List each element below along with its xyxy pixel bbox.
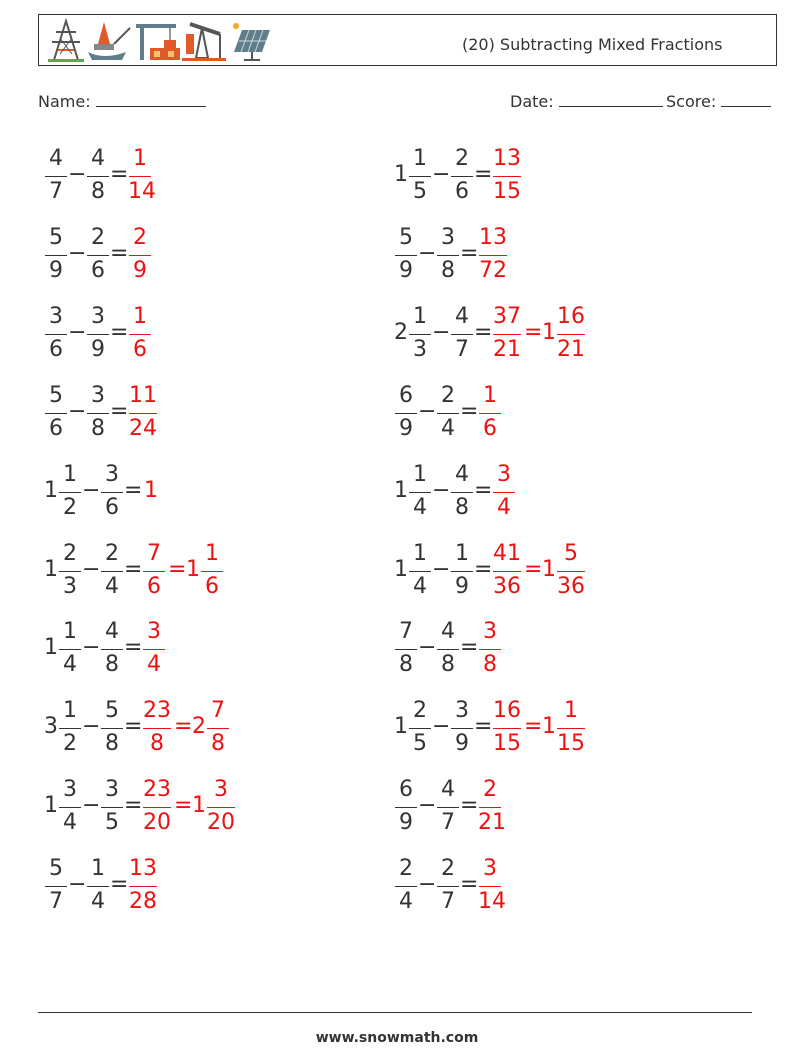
denominator: 7 xyxy=(49,179,63,204)
minus-sign: − xyxy=(432,478,451,503)
problem-18 xyxy=(394,777,714,847)
fraction-bar xyxy=(201,571,223,572)
denominator: 7 xyxy=(49,889,63,914)
fraction-bar xyxy=(45,886,67,887)
minus-sign: − xyxy=(432,557,451,582)
denominator: 14 xyxy=(478,889,506,914)
minuend-whole: 1 xyxy=(394,478,408,503)
date-field[interactable] xyxy=(510,92,663,111)
numerator: 3 xyxy=(497,462,511,487)
problem-5 xyxy=(44,304,364,374)
worksheet-header xyxy=(38,14,777,66)
numerator: 16 xyxy=(493,698,521,723)
numerator: 1 xyxy=(133,304,147,329)
denominator: 2 xyxy=(63,495,77,520)
numerator: 1 xyxy=(205,541,219,566)
denominator: 24 xyxy=(129,416,157,441)
fraction-bar xyxy=(409,571,431,572)
problem-15 xyxy=(44,698,364,768)
fraction-bar xyxy=(479,886,501,887)
fraction-bar xyxy=(557,571,585,572)
fraction-bar xyxy=(479,413,501,414)
score-label: Score: xyxy=(666,92,717,111)
denominator: 4 xyxy=(91,889,105,914)
denominator: 9 xyxy=(455,574,469,599)
denominator: 6 xyxy=(483,416,497,441)
mixed-whole: 2 xyxy=(192,714,206,739)
fraction-bar xyxy=(45,176,67,177)
problem-10 xyxy=(394,462,714,532)
fraction-bar xyxy=(143,571,165,572)
problem-13 xyxy=(44,619,364,689)
numerator: 3 xyxy=(441,225,455,250)
numerator: 1 xyxy=(564,698,578,723)
date-label: Date: xyxy=(510,92,554,111)
numerator: 3 xyxy=(214,777,228,802)
numerator: 2 xyxy=(455,146,469,171)
denominator: 4 xyxy=(63,810,77,835)
denominator: 14 xyxy=(128,179,156,204)
minuend-whole: 3 xyxy=(44,714,58,739)
fraction-bar xyxy=(451,176,473,177)
problem-16 xyxy=(394,698,714,768)
equals-sign: = xyxy=(124,478,143,503)
fraction-bar xyxy=(451,728,473,729)
fraction-bar xyxy=(59,649,81,650)
transmission-tower-icon xyxy=(48,21,84,62)
pump-jack-icon xyxy=(182,24,226,61)
fraction-bar xyxy=(395,649,417,650)
numerator: 3 xyxy=(147,619,161,644)
minus-sign: − xyxy=(432,714,451,739)
equals-sign: = xyxy=(110,241,129,266)
numerator: 2 xyxy=(483,777,497,802)
problem-4 xyxy=(394,225,714,295)
numerator: 4 xyxy=(455,304,469,329)
minus-sign: − xyxy=(432,162,451,187)
numerator: 4 xyxy=(441,777,455,802)
numerator: 1 xyxy=(63,619,77,644)
fraction-bar xyxy=(59,728,81,729)
answer-equals-sign: = xyxy=(174,714,193,739)
numerator: 1 xyxy=(413,146,427,171)
equals-sign: = xyxy=(474,162,493,187)
problem-11 xyxy=(44,541,364,611)
numerator: 1 xyxy=(413,462,427,487)
numerator: 3 xyxy=(105,462,119,487)
fraction-bar xyxy=(129,413,157,414)
numerator: 1 xyxy=(413,304,427,329)
minus-sign: − xyxy=(68,162,87,187)
problem-3 xyxy=(44,225,364,295)
numerator: 2 xyxy=(105,541,119,566)
numerator: 7 xyxy=(211,698,225,723)
fraction-bar xyxy=(87,255,109,256)
denominator: 5 xyxy=(413,179,427,204)
numerator: 1 xyxy=(455,541,469,566)
fraction-bar xyxy=(129,176,151,177)
denominator: 7 xyxy=(441,889,455,914)
footer-url: www.snowmath.com xyxy=(315,1030,479,1046)
minus-sign: − xyxy=(418,793,437,818)
minuend-whole: 2 xyxy=(394,320,408,345)
fraction-bar xyxy=(409,492,431,493)
numerator: 3 xyxy=(455,698,469,723)
denominator: 72 xyxy=(479,258,507,283)
numerator: 1 xyxy=(63,698,77,723)
denominator: 15 xyxy=(493,731,521,756)
minuend-whole: 1 xyxy=(394,557,408,582)
minus-sign: − xyxy=(418,241,437,266)
equals-sign: = xyxy=(474,557,493,582)
denominator: 9 xyxy=(49,258,63,283)
fraction-bar xyxy=(143,807,171,808)
numerator: 3 xyxy=(63,777,77,802)
numerator: 2 xyxy=(63,541,77,566)
numerator: 5 xyxy=(49,383,63,408)
denominator: 9 xyxy=(455,731,469,756)
numerator: 13 xyxy=(129,856,157,881)
denominator: 6 xyxy=(205,574,219,599)
minus-sign: − xyxy=(418,635,437,660)
fraction-bar xyxy=(395,413,417,414)
minuend-whole: 1 xyxy=(394,714,408,739)
denominator: 6 xyxy=(105,495,119,520)
numerator: 3 xyxy=(49,304,63,329)
fraction-bar xyxy=(395,807,417,808)
minuend-whole: 1 xyxy=(394,162,408,187)
equals-sign: = xyxy=(460,793,479,818)
equals-sign: = xyxy=(124,714,143,739)
minus-sign: − xyxy=(82,714,101,739)
problem-8 xyxy=(394,383,714,453)
denominator: 7 xyxy=(455,337,469,362)
fraction-bar xyxy=(451,571,473,572)
numerator: 2 xyxy=(413,698,427,723)
fraction-bar xyxy=(479,649,501,650)
denominator: 20 xyxy=(207,810,235,835)
denominator: 8 xyxy=(211,731,225,756)
numerator: 3 xyxy=(483,619,497,644)
numerator: 41 xyxy=(493,541,521,566)
denominator: 8 xyxy=(441,652,455,677)
numerator: 4 xyxy=(49,146,63,171)
footer-divider xyxy=(38,1012,752,1013)
problem-7 xyxy=(44,383,364,453)
fraction-bar xyxy=(207,807,235,808)
mixed-whole: 1 xyxy=(542,320,556,345)
numerator: 5 xyxy=(105,698,119,723)
solar-panel-icon xyxy=(233,23,270,60)
fraction-bar xyxy=(557,728,585,729)
fraction-bar xyxy=(101,571,123,572)
minus-sign: − xyxy=(68,872,87,897)
numerator: 2 xyxy=(91,225,105,250)
fraction-bar xyxy=(437,886,459,887)
worksheet-title: (20) Subtracting Mixed Fractions xyxy=(462,35,723,54)
fraction-bar xyxy=(59,492,81,493)
fraction-bar xyxy=(59,571,81,572)
minus-sign: − xyxy=(82,478,101,503)
denominator: 8 xyxy=(105,652,119,677)
fraction-bar xyxy=(87,413,109,414)
fraction-bar xyxy=(129,886,157,887)
minus-sign: − xyxy=(68,320,87,345)
denominator: 9 xyxy=(399,416,413,441)
fraction-bar xyxy=(143,728,171,729)
fraction-bar xyxy=(409,176,431,177)
numerator: 13 xyxy=(493,146,521,171)
fraction-bar xyxy=(493,334,521,335)
denominator: 6 xyxy=(455,179,469,204)
mixed-whole: 1 xyxy=(542,557,556,582)
minus-sign: − xyxy=(68,399,87,424)
problem-2 xyxy=(394,146,714,216)
minus-sign: − xyxy=(82,557,101,582)
denominator: 4 xyxy=(441,416,455,441)
problem-14 xyxy=(394,619,714,689)
denominator: 21 xyxy=(478,810,506,835)
denominator: 8 xyxy=(91,179,105,204)
fraction-bar xyxy=(437,649,459,650)
numerator: 2 xyxy=(441,856,455,881)
minus-sign: − xyxy=(82,635,101,660)
denominator: 20 xyxy=(143,810,171,835)
mixed-whole: 1 xyxy=(542,714,556,739)
numerator: 5 xyxy=(49,225,63,250)
answer-equals-sign: = xyxy=(524,557,543,582)
fraction-bar xyxy=(479,255,507,256)
equals-sign: = xyxy=(124,635,143,660)
fraction-bar xyxy=(493,571,521,572)
problem-19 xyxy=(44,856,364,926)
oil-rig-icon xyxy=(88,22,130,60)
numerator: 3 xyxy=(91,383,105,408)
equals-sign: = xyxy=(110,399,129,424)
score-blank[interactable] xyxy=(721,92,771,107)
denominator: 8 xyxy=(150,731,164,756)
fraction-bar xyxy=(395,255,417,256)
problem-1 xyxy=(44,146,364,216)
denominator: 8 xyxy=(105,731,119,756)
numerator: 11 xyxy=(129,383,157,408)
equals-sign: = xyxy=(110,320,129,345)
denominator: 4 xyxy=(105,574,119,599)
numerator: 7 xyxy=(147,541,161,566)
numerator: 2 xyxy=(441,383,455,408)
date-blank[interactable] xyxy=(559,92,663,107)
numerator: 4 xyxy=(105,619,119,644)
minus-sign: − xyxy=(418,399,437,424)
equals-sign: = xyxy=(460,872,479,897)
denominator: 5 xyxy=(413,731,427,756)
denominator: 6 xyxy=(91,258,105,283)
fraction-bar xyxy=(395,886,417,887)
denominator: 3 xyxy=(413,337,427,362)
equals-sign: = xyxy=(124,557,143,582)
numerator: 6 xyxy=(399,383,413,408)
equals-sign: = xyxy=(460,399,479,424)
fraction-bar xyxy=(101,728,123,729)
denominator: 7 xyxy=(441,810,455,835)
numerator: 1 xyxy=(483,383,497,408)
denominator: 36 xyxy=(557,574,585,599)
denominator: 4 xyxy=(147,652,161,677)
minus-sign: − xyxy=(68,241,87,266)
numerator: 1 xyxy=(91,856,105,881)
problem-6 xyxy=(394,304,714,374)
fraction-bar xyxy=(101,649,123,650)
numerator: 1 xyxy=(133,146,147,171)
fraction-bar xyxy=(479,807,501,808)
denominator: 36 xyxy=(493,574,521,599)
fraction-bar xyxy=(45,334,67,335)
answer-equals-sign: = xyxy=(174,793,193,818)
fraction-bar xyxy=(143,649,165,650)
fraction-bar xyxy=(207,728,229,729)
header-icon-strip xyxy=(44,18,274,64)
denominator: 5 xyxy=(105,810,119,835)
equals-sign: = xyxy=(460,241,479,266)
fraction-bar xyxy=(451,334,473,335)
fraction-bar xyxy=(437,807,459,808)
fraction-bar xyxy=(87,176,109,177)
fraction-bar xyxy=(101,807,123,808)
fraction-bar xyxy=(493,492,515,493)
crane-icon xyxy=(136,24,180,60)
denominator: 8 xyxy=(441,258,455,283)
numerator: 3 xyxy=(91,304,105,329)
denominator: 4 xyxy=(399,889,413,914)
denominator: 4 xyxy=(413,574,427,599)
denominator: 15 xyxy=(493,179,521,204)
fraction-bar xyxy=(409,334,431,335)
numerator: 13 xyxy=(479,225,507,250)
denominator: 8 xyxy=(483,652,497,677)
numerator: 5 xyxy=(399,225,413,250)
mixed-whole: 1 xyxy=(192,793,206,818)
numerator: 5 xyxy=(49,856,63,881)
denominator: 2 xyxy=(63,731,77,756)
denominator: 6 xyxy=(133,337,147,362)
denominator: 9 xyxy=(91,337,105,362)
numerator: 23 xyxy=(143,777,171,802)
minuend-whole: 1 xyxy=(44,635,58,660)
numerator: 37 xyxy=(493,304,521,329)
equals-sign: = xyxy=(110,162,129,187)
answer-equals-sign: = xyxy=(168,557,187,582)
fraction-bar xyxy=(87,886,109,887)
name-blank[interactable] xyxy=(96,92,206,107)
numerator: 2 xyxy=(133,225,147,250)
denominator: 8 xyxy=(91,416,105,441)
fraction-bar xyxy=(437,413,459,414)
numerator: 3 xyxy=(483,856,497,881)
denominator: 28 xyxy=(129,889,157,914)
fraction-bar xyxy=(557,334,585,335)
numerator: 23 xyxy=(143,698,171,723)
equals-sign: = xyxy=(124,793,143,818)
fraction-bar xyxy=(451,492,473,493)
equals-sign: = xyxy=(474,320,493,345)
minus-sign: − xyxy=(432,320,451,345)
fraction-bar xyxy=(493,176,521,177)
numerator: 4 xyxy=(91,146,105,171)
fraction-bar xyxy=(87,334,109,335)
score-field[interactable] xyxy=(666,92,771,111)
denominator: 3 xyxy=(63,574,77,599)
numerator: 7 xyxy=(399,619,413,644)
minuend-whole: 1 xyxy=(44,478,58,503)
denominator: 4 xyxy=(413,495,427,520)
name-field[interactable] xyxy=(38,92,206,111)
fraction-bar xyxy=(45,413,67,414)
minus-sign: − xyxy=(418,872,437,897)
numerator: 3 xyxy=(105,777,119,802)
minuend-whole: 1 xyxy=(44,793,58,818)
equals-sign: = xyxy=(460,635,479,660)
denominator: 8 xyxy=(399,652,413,677)
problem-12 xyxy=(394,541,714,611)
fraction-bar xyxy=(101,492,123,493)
denominator: 9 xyxy=(399,258,413,283)
mixed-whole: 1 xyxy=(186,557,200,582)
denominator: 4 xyxy=(497,495,511,520)
numerator: 16 xyxy=(557,304,585,329)
answer-whole: 1 xyxy=(144,478,158,503)
numerator: 1 xyxy=(63,462,77,487)
answer-equals-sign: = xyxy=(524,714,543,739)
fraction-bar xyxy=(437,255,459,256)
numerator: 1 xyxy=(413,541,427,566)
equals-sign: = xyxy=(110,872,129,897)
answer-equals-sign: = xyxy=(524,320,543,345)
problem-20 xyxy=(394,856,714,926)
minuend-whole: 1 xyxy=(44,557,58,582)
fraction-bar xyxy=(129,334,151,335)
numerator: 6 xyxy=(399,777,413,802)
name-label: Name: xyxy=(38,92,91,111)
numerator: 4 xyxy=(441,619,455,644)
denominator: 6 xyxy=(49,337,63,362)
denominator: 6 xyxy=(147,574,161,599)
denominator: 21 xyxy=(557,337,585,362)
fraction-bar xyxy=(59,807,81,808)
minus-sign: − xyxy=(82,793,101,818)
denominator: 15 xyxy=(557,731,585,756)
problem-9 xyxy=(44,462,364,532)
denominator: 6 xyxy=(49,416,63,441)
fraction-bar xyxy=(45,255,67,256)
fraction-bar xyxy=(129,255,151,256)
numerator: 5 xyxy=(564,541,578,566)
problem-17 xyxy=(44,777,364,847)
fraction-bar xyxy=(493,728,521,729)
numerator: 2 xyxy=(399,856,413,881)
denominator: 9 xyxy=(399,810,413,835)
denominator: 9 xyxy=(133,258,147,283)
denominator: 4 xyxy=(63,652,77,677)
denominator: 8 xyxy=(455,495,469,520)
numerator: 4 xyxy=(455,462,469,487)
denominator: 21 xyxy=(493,337,521,362)
equals-sign: = xyxy=(474,478,493,503)
fraction-bar xyxy=(409,728,431,729)
equals-sign: = xyxy=(474,714,493,739)
